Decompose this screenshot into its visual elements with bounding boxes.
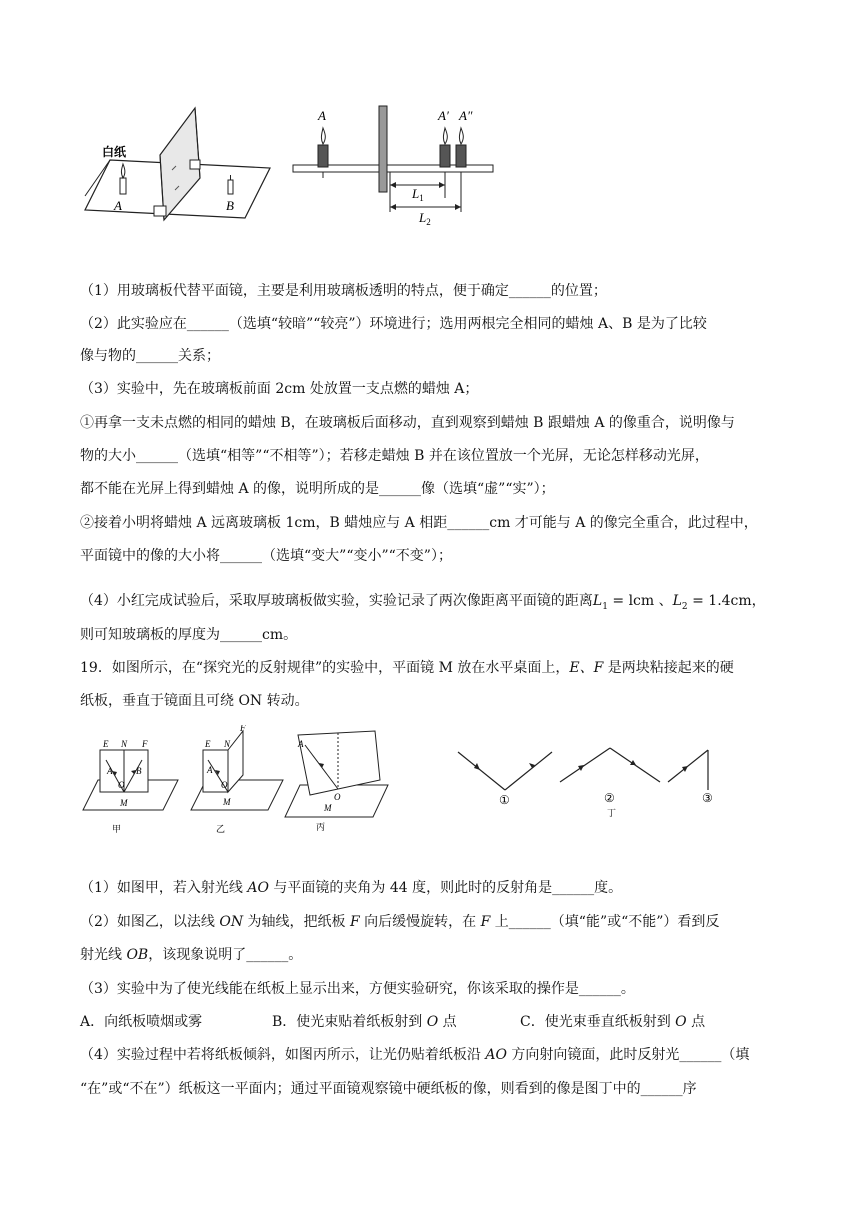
q19-part2-line1: （2）如图乙，以法线 ON 为轴线，把纸板 F 向后缓慢旋转，在 F 上______（填“能”或“不能”）看到反 — [80, 914, 720, 930]
figure-ding-caption: 丁 — [607, 808, 617, 818]
svg-text:F: F — [142, 739, 148, 749]
svg-text:O: O — [334, 792, 341, 802]
figure-bing — [280, 725, 390, 840]
q19-part4-line1: （4）实验过程中若将纸板倾斜，如图丙所示，让光仍贴着纸板沿 AO 方向射向镜面，此时反射光______（填 — [80, 1047, 750, 1063]
q19-intro-line1: 19．如图所示，在“探究光的反射规律”的实验中，平面镜 M 放在水平桌面上，E、F 是两块粘接起来的硬 — [80, 660, 734, 676]
label-l1: L — [412, 186, 420, 201]
figure-ding-option-2: ② — [604, 791, 615, 805]
q18-part3-sub1-line3: 都不能在光屏上得到蜡烛 A 的像，说明所成的是______像（选填“虚”“实”）； — [80, 481, 555, 497]
option-c: C．使光束垂直纸板射到 O 点 — [520, 1014, 706, 1030]
label-side-a-prime: A′ — [438, 108, 449, 123]
label-l2: L — [419, 210, 427, 225]
q18-part4-line1: （4）小红完成试验后，采取厚玻璃板做实验，实验记录了两次像距离平面镜的距离$L_1$ = lcm 、$L_2 = 1.4cm$， — [80, 593, 766, 612]
label-candle-b: B — [226, 198, 234, 213]
svg-text:N: N — [224, 739, 231, 749]
q18-part4-line2: 则可知玻璃板的厚度为______cm。 — [80, 627, 298, 643]
q19-intro-line2: 纸板，垂直于镜面且可绕 ON 转动。 — [80, 693, 309, 709]
q19-part4-line2: “在”或“不在”）纸板这一平面内；通过平面镜观察镜中硬纸板的像，则看到的像是图丁中的______序 — [80, 1081, 697, 1097]
label-l1-sub: 1 — [419, 193, 424, 203]
label-candle-a: A — [114, 198, 122, 213]
q18-part1: （1）用玻璃板代替平面镜，主要是利用玻璃板透明的特点，便于确定______的位置； — [80, 283, 607, 299]
svg-text:M: M — [223, 797, 231, 807]
svg-text:E: E — [103, 739, 109, 749]
option-a: A．向纸板喷烟或雾 — [80, 1014, 203, 1030]
svg-text:M: M — [120, 798, 128, 808]
label-white-paper: 白纸 — [102, 145, 127, 159]
q18-part3-sub1-line2: 物的大小______（选填“相等”“不相等”）；若移走蜡烛 B 并在该位置放一个光屏，无论怎样移动光屏， — [80, 448, 709, 464]
svg-text:F: F — [240, 725, 246, 733]
svg-text:M: M — [324, 803, 332, 813]
q19-part2-line2: 射光线 OB，该现象说明了______。 — [80, 947, 303, 963]
figure-ding-option-3: ③ — [702, 791, 713, 805]
q19-part3: （3）实验中为了使光线能在纸板上显示出来，方便实验研究，你该采取的操作是______。 — [80, 981, 635, 997]
figure-ding-option-1: ① — [499, 793, 510, 807]
svg-text:L2 — [418, 210, 431, 227]
q18-part2-line2: 像与物的______关系； — [80, 348, 220, 364]
svg-text:A: A — [298, 739, 304, 749]
figure-bing-caption: 丙 — [316, 822, 326, 832]
svg-text:O: O — [221, 780, 228, 790]
label-side-a-double-prime: A″ — [459, 108, 473, 123]
svg-text:A: A — [107, 766, 113, 776]
option-b: B．使光束贴着纸板射到 O 点 — [272, 1014, 457, 1030]
label-l2-sub: 2 — [426, 217, 431, 227]
side-view-distance-figure — [290, 100, 500, 230]
q18-part3-sub1-line1: ①再拿一支未点燃的相同的蜡烛 B，在玻璃板后面移动，直到观察到蜡烛 B 跟蜡烛 A 的像重合，说明像与 — [80, 415, 735, 431]
q19-part1: （1）如图甲，若入射光线 AO 与平面镜的夹角为 44 度，则此时的反射角是______度。 — [80, 880, 623, 896]
svg-text:A: A — [207, 765, 213, 775]
figure-yi — [188, 725, 288, 840]
figure-ding — [450, 740, 720, 820]
label-side-a: A — [318, 108, 326, 123]
figure-yi-caption: 乙 — [216, 824, 226, 834]
q18-part2-line1: （2）此实验应在______（选填“较暗”“较亮”）环境进行；选用两根完全相同的蜡烛 A、B 是为了比较 — [80, 316, 707, 332]
q18-part3: （3）实验中，先在玻璃板前面 2cm 处放置一支点燃的蜡烛 A； — [80, 381, 479, 397]
glass-plate-experiment-figure — [80, 100, 280, 230]
q18-part3-sub2-line1: ②接着小明将蜡烛 A 远离玻璃板 1cm，B 蜡烛应与 A 相距______cm 才可能与 A 的像完全重合，此过程中， — [80, 515, 758, 531]
svg-text:L1 — [411, 186, 424, 203]
svg-text:N: N — [121, 739, 128, 749]
svg-text:E: E — [205, 739, 211, 749]
svg-text:B: B — [136, 766, 142, 776]
figure-jia — [78, 730, 183, 840]
svg-text:O: O — [118, 780, 125, 790]
q18-part3-sub2-line2: 平面镜中的像的大小将______（选填“变大”“变小”“不变”）； — [80, 548, 452, 564]
figure-jia-caption: 甲 — [112, 824, 122, 834]
